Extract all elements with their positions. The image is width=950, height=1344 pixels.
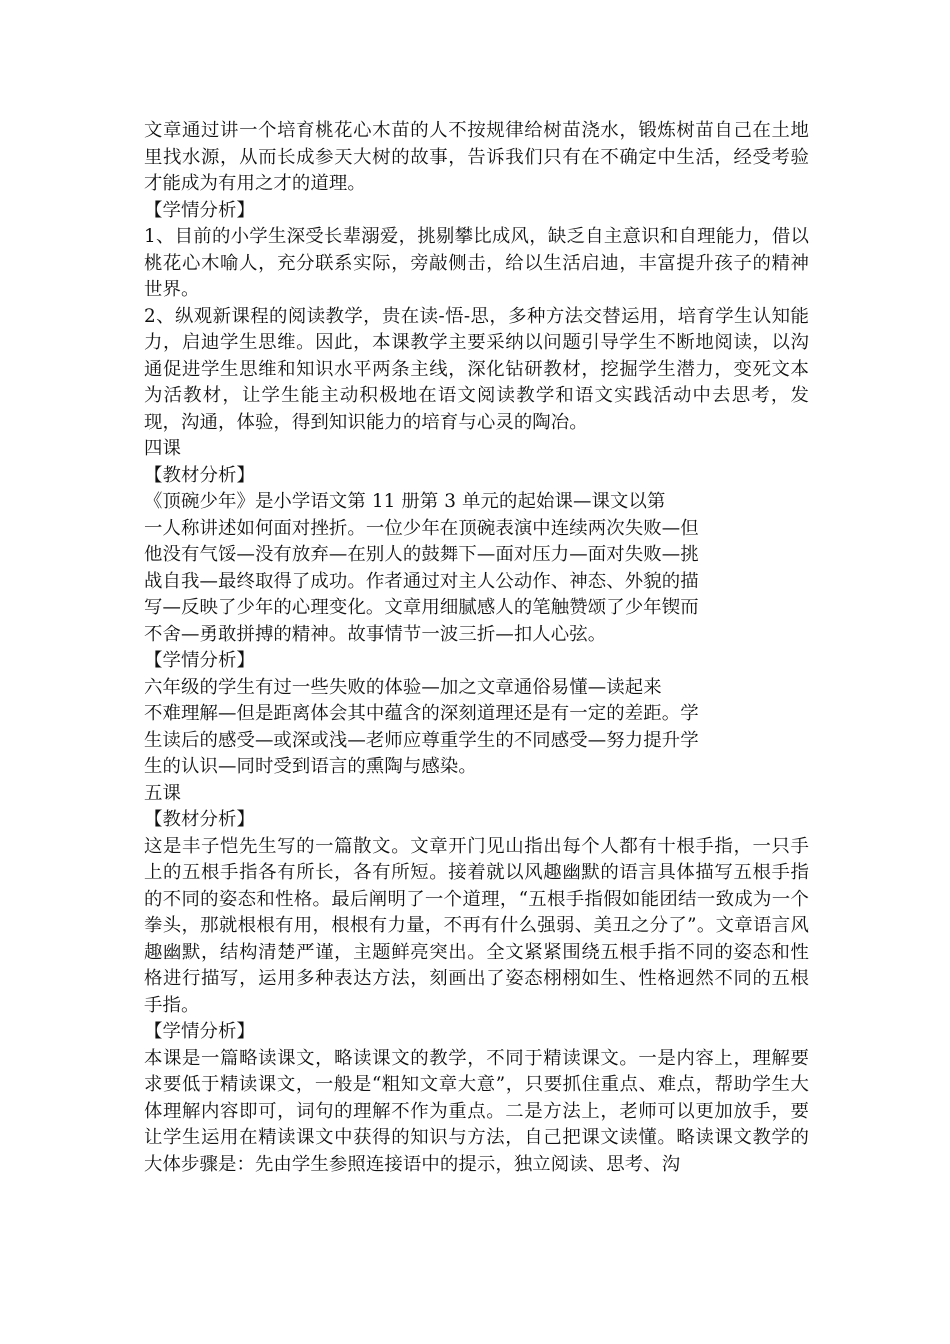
lesson4-student-line: 不难理解—但是距离体会其中蕴含的深刻道理还是有一定的差距。学 (144, 703, 699, 724)
lesson5-student-heading: 【学情分析】 (144, 1021, 255, 1042)
lesson4-textbook-line: 战自我—最终取得了成功。作者通过对主人公动作、神态、外貌的描 (144, 570, 699, 592)
lesson4-student-line: 生的认识—同时受到语言的熏陶与感染。 (144, 756, 477, 777)
lesson4-textbook-heading: 【教材分析】 (144, 464, 255, 486)
lesson4-textbook-line: 写—反映了少年的心理变化。文章用细腻感人的笔触赞颂了少年锲而 (144, 597, 699, 618)
lesson4-student-block (144, 675, 809, 781)
lesson3-student-heading: 【学情分析】 (144, 199, 255, 221)
lesson4-title: 四课 (144, 438, 181, 459)
lesson4-student-heading: 【学情分析】 (144, 650, 255, 671)
lesson4-student-line: 六年级的学生有过一些失败的体验—加之文章通俗易懂—读起来 (144, 676, 662, 698)
lesson5-textbook-paragraph: 这是丰子恺先生写的一篇散文。文章开门见山指出每个人都有十根手指，一只手上的五根手指各有所长，各有所短。接着就以风趣幽默的语言具体描写五根手指的不同的姿态和性格。最后阐明了一个道理，“五根手指假如能团结一致成为一个拳头，那就根根有用，根根有力量，不再有什么强弱、美丑之分了”。文章语言风趣幽默，结构清楚严谨，主题鲜亮突出。全文紧紧围绕五根手指不同的姿态和性格进行描写，运用多种表达方法，刻画出了姿态栩栩如生、性格迥然不同的五根手指。 (144, 835, 809, 1016)
document-page (144, 118, 809, 1178)
lesson5-title: 五课 (144, 782, 181, 804)
lesson5-student-paragraph: 本课是一篇略读课文，略读课文的教学，不同于精读课文。一是内容上，理解要求要低于精读课文，一般是“粗知文章大意”，只要抓住重点、难点，帮助学生大体理解内容即可，词句的理解不作为重点。二是方法上，老师可以更加放手，要让学生运用在精读课文中获得的知识与方法，自己把课文读懂。略读课文教学的大体步骤是：先由学生参照连接语中的提示，独立阅读、思考、沟 (144, 1047, 809, 1175)
lesson4-textbook-line: 《顶碗少年》是小学语文第 11 册第 3 单元的起始课—课文以第 (144, 491, 666, 512)
lesson3-student-paragraph-1: 1、目前的小学生深受长辈溺爱，挑剔攀比成风，缺乏自主意识和自理能力，借以桃花心木喻人，充分联系实际，旁敲侧击，给以生活启迪，丰富提升孩子的精神世界。 (144, 226, 809, 300)
lesson4-student-line: 生读后的感受—或深或浅—老师应尊重学生的不同感受—努力提升学 (144, 729, 699, 751)
lesson5-textbook-heading: 【教材分析】 (144, 809, 255, 830)
lesson4-textbook-line: 不舍—勇敢拼搏的精神。故事情节一波三折—扣人心弦。 (144, 623, 607, 645)
lesson3-textbook-paragraph: 文章通过讲一个培育桃花心木苗的人不按规律给树苗浇水，锻炼树苗自己在土地里找水源，从而长成参天大树的故事，告诉我们只有在不确定中生活，经受考验才能成为有用之才的道理。 (144, 120, 809, 194)
lesson4-textbook-line: 他没有气馁—没有放弃—在别人的鼓舞下—面对压力—面对失败—挑 (144, 544, 699, 565)
lesson3-student-paragraph-2: 2、纵观新课程的阅读教学，贵在读-悟-思，多种方法交替运用，培育学生认知能力，启迪学生思维。因此，本课教学主要采纳以问题引导学生不断地阅读，以沟通促进学生思维和知识水平两条主线，深化钻研教材，挖掘学生潜力，变死文本为活教材，让学生能主动积极地在语文阅读教学和语文实践活动中去思考，发现，沟通，体验，得到知识能力的培育与心灵的陶冶。 (144, 305, 809, 433)
lesson4-textbook-line: 一人称讲述如何面对挫折。一位少年在顶碗表演中连续两次失败—但 (144, 517, 699, 539)
lesson4-textbook-block (144, 489, 809, 648)
